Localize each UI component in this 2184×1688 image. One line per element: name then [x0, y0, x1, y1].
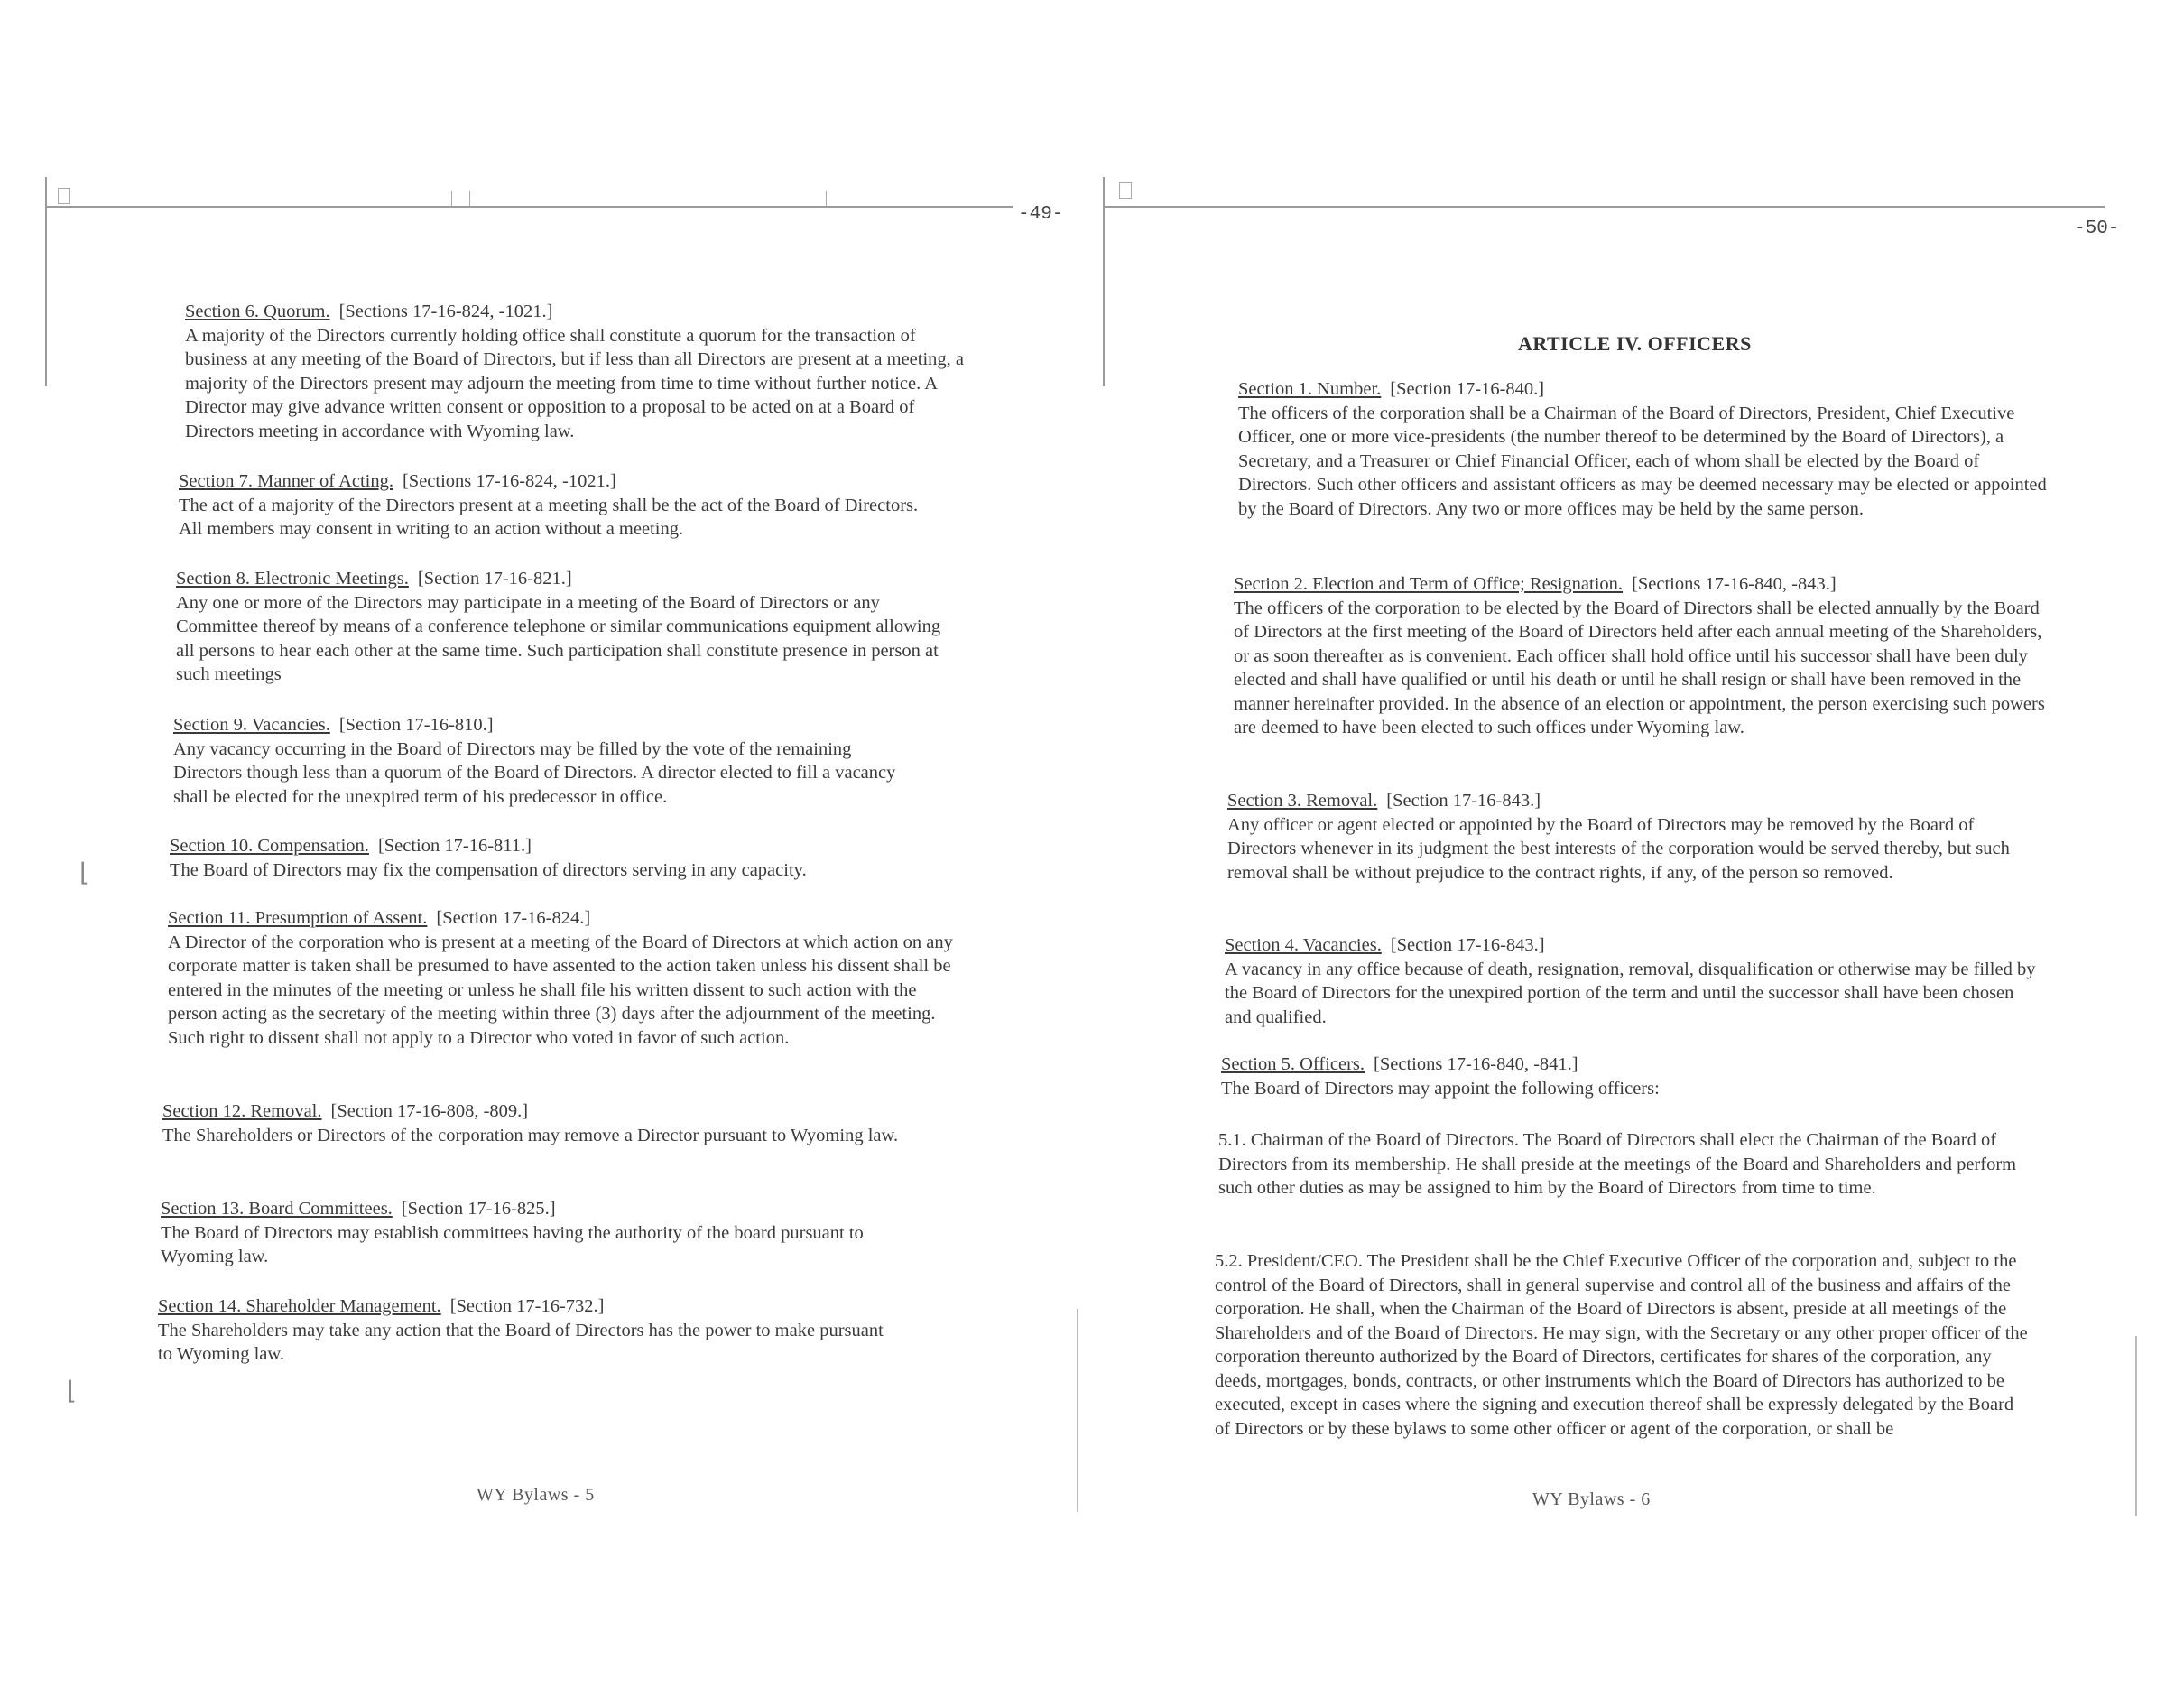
ruler-marker: [58, 188, 70, 204]
section-title: Section 2. Election and Term of Office; Resignation.: [1234, 574, 1624, 594]
section-ref: [Sections 17-16-840, -841.]: [1374, 1054, 1578, 1074]
section-body: A Director of the corporation who is present at a meeting of the Board of Directors at which action on any corporate matter is taken shall be presumed to have assented to the action taken unless his dissent shall be entered in the minutes of the meeting or unless he shall file his written dissent to such action with the person acting as the secretary of the meeting within three (3) days after the adjournment of the meeting. Such right to dissent shall not apply to a Director who voted in favor of such action.: [168, 932, 953, 1048]
article-heading: ARTICLE IV. OFFICERS: [1518, 332, 1752, 355]
paragraph-president: [1215, 1249, 2032, 1441]
section-body: The Board of Directors may appoint the following officers:: [1221, 1078, 1660, 1099]
section-manner-of-acting: [179, 469, 928, 542]
gutter-line: [1077, 1309, 1078, 1512]
right-page: [1092, 0, 2184, 1688]
section-title: Section 9. Vacancies.: [173, 715, 330, 735]
paragraph-body: 5.2. President/CEO. The President shall be the Chief Executive Officer of the corporation and, subject to the control of the Board of Directors, shall in general supervise and control all of the business and affairs of the corporation. He shall, when the Chairman of the Board of Directors is absent, preside at all meetings of the Shareholders and of the Board of Directors. He may sign, with the Secretary or any other proper officer of the corporation thereunto authorized by the Board of Directors, certificates for shares of the corporation, any deeds, mortgages, bonds, contracts, or other instruments which the Board of Directors has authorized to be executed, except in cases where the signing and execution thereof shall be expressly delegated by the Board of Directors or by these bylaws to some other officer or agent of the corporation, or shall be: [1215, 1251, 2028, 1439]
section-vacancies: [173, 713, 922, 809]
section-title: Section 12. Removal.: [162, 1101, 322, 1121]
section-body: The Shareholders may take any action that the Board of Directors has the power to make pursuant to Wyoming law.: [158, 1320, 884, 1364]
section-ref: [Sections 17-16-824, -1021.]: [402, 471, 616, 491]
section-body: The Board of Directors may establish committees having the authority of the board pursuant to Wyoming law.: [161, 1222, 864, 1266]
section-number: [1238, 377, 2050, 521]
section-ref: [Sections 17-16-824, -1021.]: [338, 301, 553, 321]
section-ref: [Section 17-16-843.]: [1386, 791, 1541, 811]
section-body: The officers of the corporation shall be a Chairman of the Board of Directors, President, Chief Executive Officer, one or more vice-presidents (the number thereof to be determined by the Board of Directors), a Secretary, and a Treasurer or Chief Financial Officer, each of whom shall be elected by the Board of Directors. Such other officers and assistant officers as may be deemed necessary may be elected or appointed by the Board of Directors. Any two or more offices may be held by the same person.: [1238, 403, 2047, 519]
section-body: Any one or more of the Directors may participate in a meeting of the Board of Directors or any Committee thereof by means of a conference telephone or similar communications equipment allowing all persons to hear each other at the same time. Such participation shall constitute presence in person at such meetings: [176, 592, 941, 684]
section-title: Section 5. Officers.: [1221, 1054, 1365, 1074]
section-ref: [Section 17-16-840.]: [1390, 379, 1545, 399]
section-body: A majority of the Directors currently holding office shall constitute a quorum for the transaction of business at any meeting of the Board of Directors, but if less than all Directors are present at a meeting, a majority of the Directors present may adjourn the meeting from time to time without further notice. A Director may give advance written consent or opposition to a proposal to be acted on at a Board of Directors meeting in accordance with Wyoming law.: [185, 325, 965, 441]
section-title: Section 3. Removal.: [1227, 791, 1378, 811]
section-title: Section 14. Shareholder Management.: [158, 1296, 441, 1316]
section-title: Section 8. Electronic Meetings.: [176, 569, 409, 589]
paragraph-body: 5.1. Chairman of the Board of Directors. The Board of Directors shall elect the Chairman of the Board of Directors from its membership. He shall preside at the meetings of the Board and Shareholders and perform such other duties as may be assigned to him by the Board of Directors from time to time.: [1218, 1130, 2017, 1198]
page-footer: WY Bylaws - 6: [1532, 1489, 1651, 1509]
left-margin-rule: [45, 177, 47, 386]
scan-artifact: ⌊: [79, 858, 89, 887]
section-body: A vacancy in any office because of death, resignation, removal, disqualification or otherwise may be filled by the Board of Directors for the unexpired portion of the term and until the successor shall have been chosen and qualified.: [1225, 959, 2036, 1027]
section-ref: [Section 17-16-843.]: [1390, 935, 1545, 955]
section-ref: [Section 17-16-810.]: [338, 715, 494, 735]
top-rule: [47, 206, 1013, 208]
ruler-tick: [826, 191, 827, 206]
section-quorum: [185, 300, 979, 443]
section-ref: [Section 17-16-808, -809.]: [330, 1101, 529, 1121]
paragraph-chairman: [1218, 1128, 2031, 1201]
section-ref: [Section 17-16-821.]: [417, 569, 572, 589]
section-officer-removal: [1227, 789, 2040, 885]
section-removal: [162, 1099, 939, 1147]
page-number: -50-: [2074, 218, 2120, 239]
section-body: The Shareholders or Directors of the corporation may remove a Director pursuant to Wyoming law.: [162, 1125, 899, 1145]
section-title: Section 11. Presumption of Assent.: [168, 908, 428, 928]
section-title: Section 7. Manner of Acting.: [179, 471, 393, 491]
section-officer-vacancies: [1225, 933, 2041, 1029]
section-electronic-meetings: [176, 567, 961, 687]
section-body: The Board of Directors may fix the compensation of directors serving in any capacity.: [170, 859, 807, 880]
right-edge-line: [2135, 1336, 2137, 1516]
top-rule: [1103, 206, 2105, 208]
section-body: Any officer or agent elected or appointed by the Board of Directors may be removed by the Board of Directors whenever in its judgment the best interests of the corporation would be served thereby, but such removal shall be without prejudice to the contract rights, if any, of the person so removed.: [1227, 814, 2010, 883]
ruler-tick: [451, 191, 452, 206]
section-body: The officers of the corporation to be elected by the Board of Directors shall be elected annually by the Board of Directors at the first meeting of the Board of Directors held after each annual meeting of the Shareholders, or as soon thereafter as is convenient. Each officer shall hold office until his successor shall have been duly elected and shall have qualified or until his death or until he shall resign or shall have been removed in the manner hereinafter provided. In the absence of an election or appointment, the person exercising such powers are deemed to have been elected to such offices under Wyoming law.: [1234, 598, 2045, 737]
section-title: Section 4. Vacancies.: [1225, 935, 1382, 955]
section-board-committees: [161, 1197, 937, 1269]
section-title: Section 10. Compensation.: [170, 836, 369, 856]
section-body: Any vacancy occurring in the Board of Directors may be filled by the vote of the remaining Directors though less than a quorum of the Board of Directors. A director elected to fill a vacancy shall be elected for the unexpired term of his predecessor in office.: [173, 738, 896, 807]
section-title: Section 13. Board Committees.: [161, 1199, 393, 1219]
section-presumption-of-assent: [168, 906, 962, 1050]
section-ref: [Sections 17-16-840, -843.]: [1632, 574, 1837, 594]
section-shareholder-management: [158, 1294, 898, 1367]
section-ref: [Section 17-16-732.]: [449, 1296, 605, 1316]
section-election-and-term: [1234, 572, 2046, 740]
section-title: Section 6. Quorum.: [185, 301, 330, 321]
section-ref: [Section 17-16-824.]: [436, 908, 591, 928]
section-officers: [1221, 1053, 2033, 1100]
section-body: The act of a majority of the Directors present at a meeting shall be the act of the Board of Directors. All members may consent in writing to an action without a meeting.: [179, 495, 919, 539]
page-number: -49-: [1018, 204, 1064, 225]
ruler-tick: [469, 191, 470, 206]
scan-artifact: ⌊: [67, 1376, 77, 1405]
ruler-marker: [1119, 182, 1132, 199]
section-compensation: [170, 834, 964, 882]
section-title: Section 1. Number.: [1238, 379, 1382, 399]
left-margin-rule: [1103, 177, 1105, 386]
page-footer: WY Bylaws - 5: [477, 1485, 595, 1505]
section-ref: [Section 17-16-825.]: [401, 1199, 556, 1219]
section-ref: [Section 17-16-811.]: [377, 836, 532, 856]
